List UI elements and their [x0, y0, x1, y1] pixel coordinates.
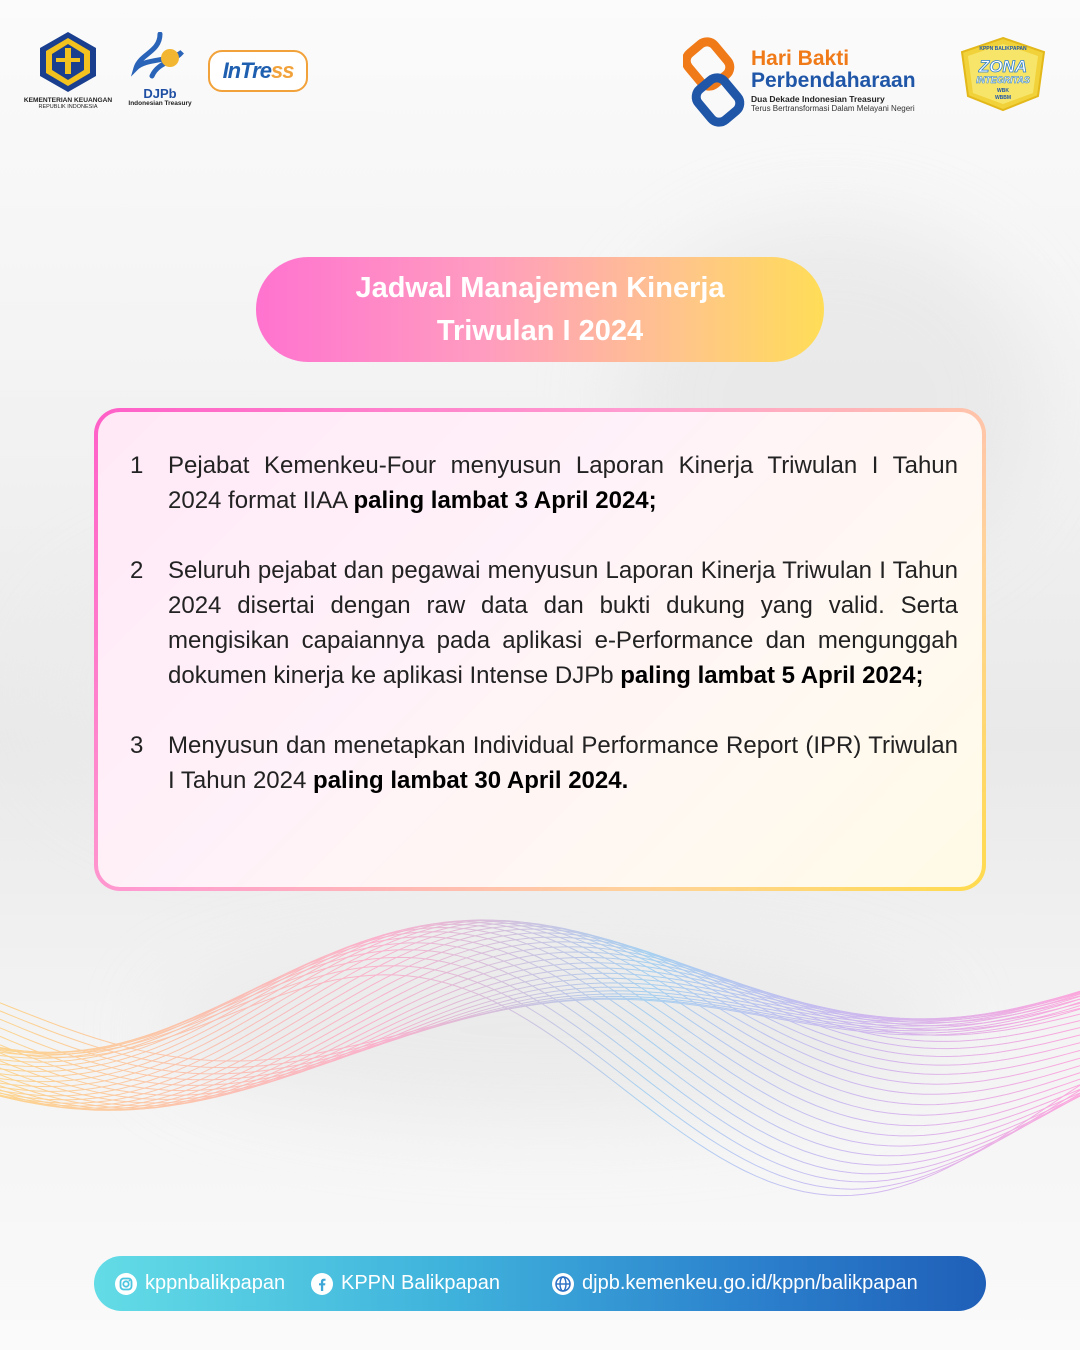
hbp-line3: Dua Dekade Indonesian Treasury: [751, 94, 885, 104]
djpb-swoosh-icon: [130, 32, 190, 82]
djpb-name: DJPb: [143, 86, 177, 101]
intress-text-b: ss: [270, 58, 294, 83]
hbp-line1: Hari Bakti: [751, 47, 850, 70]
wave-line: [0, 968, 1080, 1106]
wave-line: [0, 978, 1080, 1099]
wave-line: [0, 920, 1080, 1094]
list-item: [128, 553, 958, 693]
item-deadline: paling lambat 3 April 2024;: [353, 487, 657, 514]
wave-line: [0, 932, 1080, 1146]
kemenkeu-emblem-icon: [36, 30, 100, 94]
item-body: Pejabat Kemenkeu-Four menyusun Laporan Kinerja Triwulan I Tahun 2024 format IIAA: [168, 452, 958, 514]
item-number: 3: [130, 732, 144, 759]
wave-line: [0, 937, 1080, 1156]
djpb-tagline: Indonesian Treasury: [128, 100, 192, 107]
list-item: [128, 448, 958, 518]
wave-line: [0, 991, 1080, 1086]
zona-line1: ZONA: [978, 57, 1028, 76]
intress-logo: [208, 50, 308, 92]
contact-footer: [94, 1256, 986, 1311]
facebook-icon: [310, 1272, 334, 1296]
title-line2: Triwulan I 2024: [436, 314, 644, 347]
wave-line: [0, 921, 1080, 1091]
instagram-icon: [114, 1272, 138, 1296]
item-text: [168, 448, 958, 518]
intress-wordmark: [223, 58, 294, 84]
chain-link-icon: [683, 36, 745, 128]
djpb-logo: [120, 32, 200, 107]
hbp-line4: Terus Bertransformasi Dalam Melayani Negeri: [751, 104, 915, 113]
instagram-link[interactable]: [114, 1272, 285, 1296]
facebook-name: KPPN Balikpapan: [341, 1272, 500, 1294]
zona-top-text: KPPN BALIKPAPAN: [979, 46, 1027, 52]
item-text: [168, 553, 958, 693]
item-body: Menyusun dan menetapkan Individual Performance Report (IPR) Triwulan I Tahun 2024: [168, 732, 958, 794]
kemenkeu-line1: KEMENTERIAN KEUANGAN: [23, 97, 113, 104]
page-title: [256, 257, 824, 362]
zona-line4: WBBM: [994, 95, 1012, 101]
facebook-link[interactable]: [310, 1272, 500, 1296]
website-link[interactable]: [551, 1272, 918, 1296]
globe-icon: [551, 1272, 575, 1296]
website-url: djpb.kemenkeu.go.id/kppn/balikpapan: [582, 1272, 918, 1294]
item-number: 2: [130, 557, 144, 584]
item-deadline: paling lambat 30 April 2024.: [313, 767, 629, 794]
kemenkeu-logo: [22, 30, 114, 110]
item-text: [168, 728, 958, 798]
instagram-handle: kppnbalikpapan: [145, 1272, 286, 1294]
item-deadline: paling lambat 5 April 2024;: [620, 662, 924, 689]
item-body: Seluruh pejabat dan pegawai menyusun Laporan Kinerja Triwulan I Tahun 2024 disertai dengan raw data dan bukti dukung yang valid. Serta mengisikan capaiannya pada aplikasi e-Performance dan mengunggah dokumen kinerja ke aplikasi Intense DJPb: [168, 557, 958, 689]
kemenkeu-line2: REPUBLIK INDONESIA: [38, 104, 98, 110]
item-number: 1: [130, 452, 144, 479]
schedule-card-border: [94, 408, 986, 891]
wave-line: [0, 943, 1080, 1165]
intress-text-a: InTre: [222, 58, 271, 83]
zona-line2: INTEGRITAS: [976, 75, 1030, 85]
zona-integritas-badge: [958, 36, 1048, 112]
wave-line: [0, 975, 1080, 1196]
wave-line: [0, 950, 1080, 1174]
hari-bakti-perbendaharaan-logo: [683, 36, 953, 126]
list-item: [128, 728, 958, 798]
schedule-card: [98, 412, 982, 887]
wave-line: [0, 994, 1080, 1080]
title-line1: Jadwal Manajemen Kinerja: [355, 271, 725, 304]
hbp-line2: Perbendaharaan: [751, 69, 916, 92]
zona-line3: WBK: [997, 88, 1009, 94]
